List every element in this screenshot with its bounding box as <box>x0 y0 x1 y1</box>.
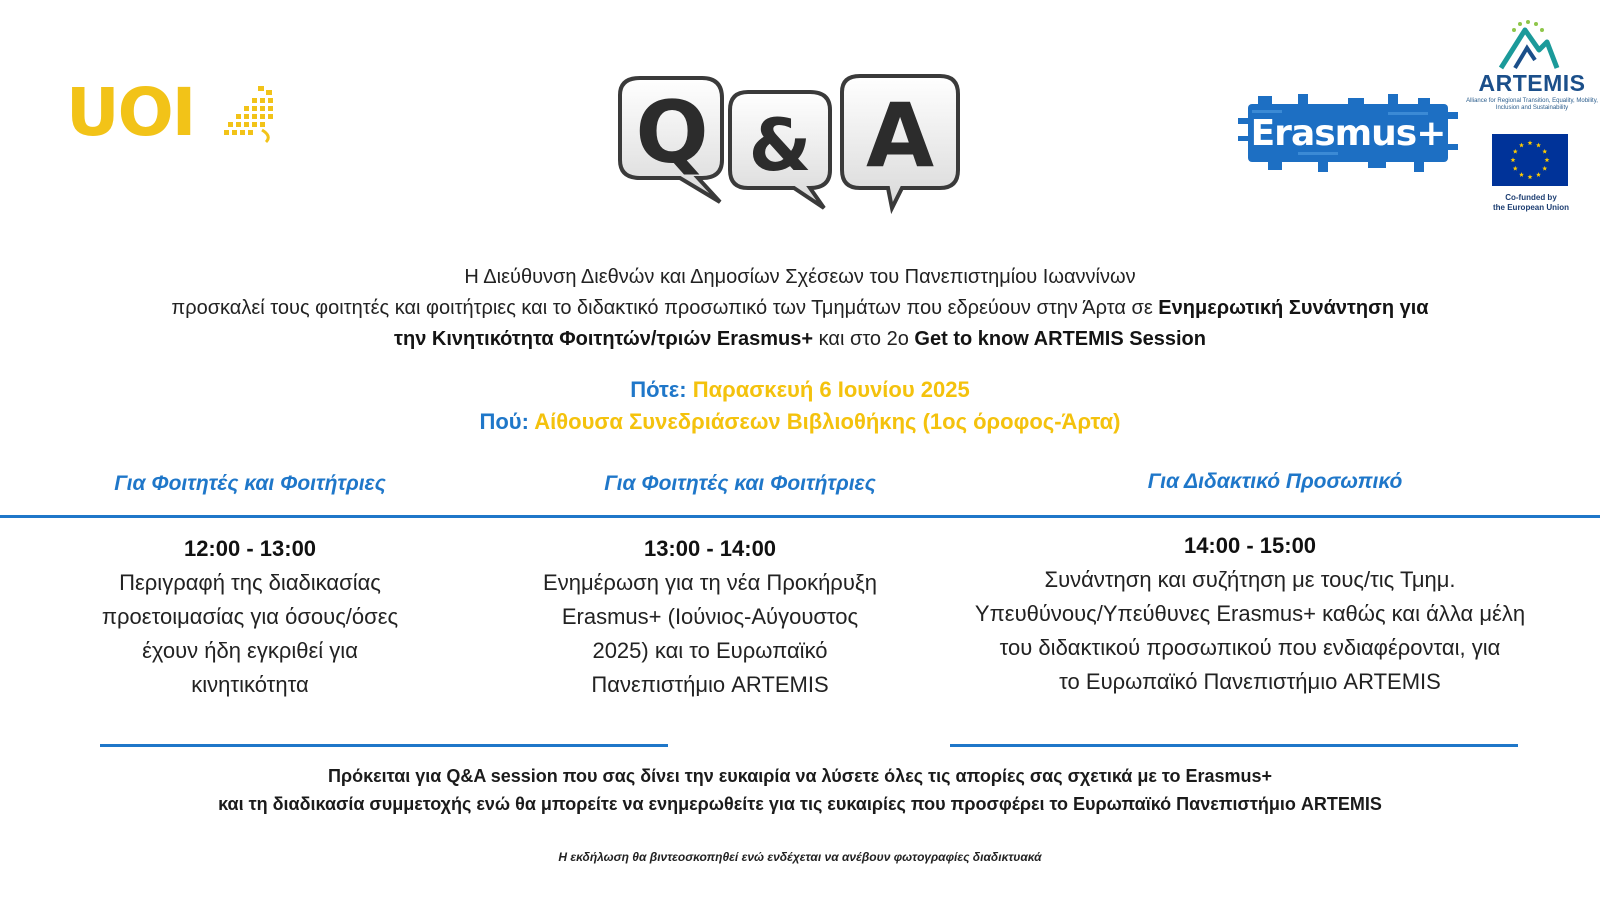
session-2-time: 13:00 - 14:00 <box>643 536 777 561</box>
session-2 <box>505 532 915 702</box>
erasmus-logo-text: Erasmus+ <box>1250 112 1446 154</box>
session-1 <box>55 532 445 702</box>
footer-divider-left <box>100 744 668 747</box>
intro-line-3-text: και στο 2ο <box>813 328 915 350</box>
session-1-line: Περιγραφή της διαδικασίας <box>119 570 381 595</box>
session-3 <box>925 529 1575 699</box>
session-1-line: έχουν ήδη εγκριθεί για <box>142 638 358 663</box>
recording-disclaimer: Η εκδήλωση θα βιντεοσκοπηθεί ενώ ενδέχεται να ανέβουν φωτογραφίες διαδικτυακά <box>558 850 1042 864</box>
when-line <box>0 375 1600 405</box>
session-1-line: κινητικότητα <box>191 672 309 697</box>
session-3-line: του διδακτικού προσωπικού που ενδιαφέρονται, για <box>999 635 1501 660</box>
closing-line-2: και τη διαδικασία συμμετοχής ενώ θα μπορείτε να ενημερωθείτε για τις ευκαιρίες που προσφέρει το Ευρωπαϊκό Πανεπιστήμιο ARTEMIS <box>218 794 1382 814</box>
session-2-line: Erasmus+ (Ιούνιος-Αύγουστος <box>561 604 859 629</box>
eu-caption-line1: Co-funded by <box>1505 193 1557 202</box>
session-3-time: 14:00 - 15:00 <box>1183 533 1317 558</box>
artemis-tagline: Alliance for Regional Transition, Equality, Mobility, Inclusion and Sustainability <box>1466 98 1598 111</box>
footer-divider-right <box>950 744 1518 747</box>
session-3-line: Υπευθύνους/Υπεύθυνες Erasmus+ καθώς και άλλα μέλη <box>974 601 1526 626</box>
session-2-line: 2025) και το Ευρωπαϊκό <box>592 638 828 663</box>
session-1-time: 12:00 - 13:00 <box>183 536 317 561</box>
intro-line-2 <box>20 293 1580 324</box>
speech-bubbles-icon <box>610 70 970 220</box>
eu-caption-line2: the European Union <box>1493 203 1569 212</box>
eu-cofunded-caption <box>1470 193 1592 213</box>
closing-line-1: Πρόκειται για Q&A session που σας δίνει την ευκαιρία να λύσετε όλες τις απορίες σας σχετικά με το Erasmus+ <box>327 766 1273 786</box>
uoi-logo-text: UOI <box>66 74 195 151</box>
intro-event-title-part1: Ενημερωτική Συνάντηση για <box>1158 297 1429 319</box>
qa-letter-a: A <box>865 84 935 187</box>
where-line <box>0 407 1600 437</box>
uoi-emblem-icon <box>222 86 274 144</box>
where-label: Πού: <box>479 409 529 434</box>
qa-ampersand: & <box>748 103 812 187</box>
where-value: Αίθουσα Συνεδριάσεων Βιβλιοθήκης (1ος όροφος-Άρτα) <box>534 409 1121 434</box>
intro-event-title-part2: την Κινητικότητα Φοιτητών/τριών Erasmus+ <box>394 328 814 350</box>
intro-line-3 <box>20 324 1580 355</box>
session-3-line: το Ευρωπαϊκό Πανεπιστήμιο ARTEMIS <box>1059 669 1441 694</box>
intro-line-2-text: προσκαλεί τους φοιτητές και φοιτήτριες και το διδακτικό προσωπικό των Τμημάτων που εδρεύουν στην Άρτα σε <box>171 297 1159 319</box>
qa-letter-q: Q <box>635 83 709 183</box>
session-1-line: προετοιμασίας για όσους/όσες <box>101 604 399 629</box>
when-label: Πότε: <box>630 377 687 402</box>
session-2-line: Πανεπιστήμιο ARTEMIS <box>591 672 829 697</box>
when-value: Παρασκευή 6 Ιουνίου 2025 <box>692 377 970 402</box>
session-1-audience: Για Φοιτητές και Φοιτήτριες <box>114 472 386 495</box>
artemis-logo-text: ARTEMIS <box>1478 70 1586 96</box>
erasmus-logo <box>1238 92 1458 174</box>
intro-line-1: Η Διεύθυνση Διεθνών και Δημοσίων Σχέσεων του Πανεπιστημίου Ιωαννίνων <box>464 266 1136 288</box>
session-2-line: Ενημέρωση για τη νέα Προκήρυξη <box>543 570 877 595</box>
session-3-audience: Για Διδακτικό Προσωπικό <box>1147 470 1403 493</box>
mountain-icon <box>1495 18 1561 72</box>
session-3-line: Συνάντηση και συζήτηση με τους/τις Τμημ. <box>1044 567 1456 592</box>
header-divider <box>0 515 1600 518</box>
intro-artemis-session: Get to know ARTEMIS Session <box>914 328 1206 350</box>
eu-flag-icon <box>1492 134 1568 186</box>
session-2-audience: Για Φοιτητές και Φοιτήτριες <box>604 472 876 495</box>
